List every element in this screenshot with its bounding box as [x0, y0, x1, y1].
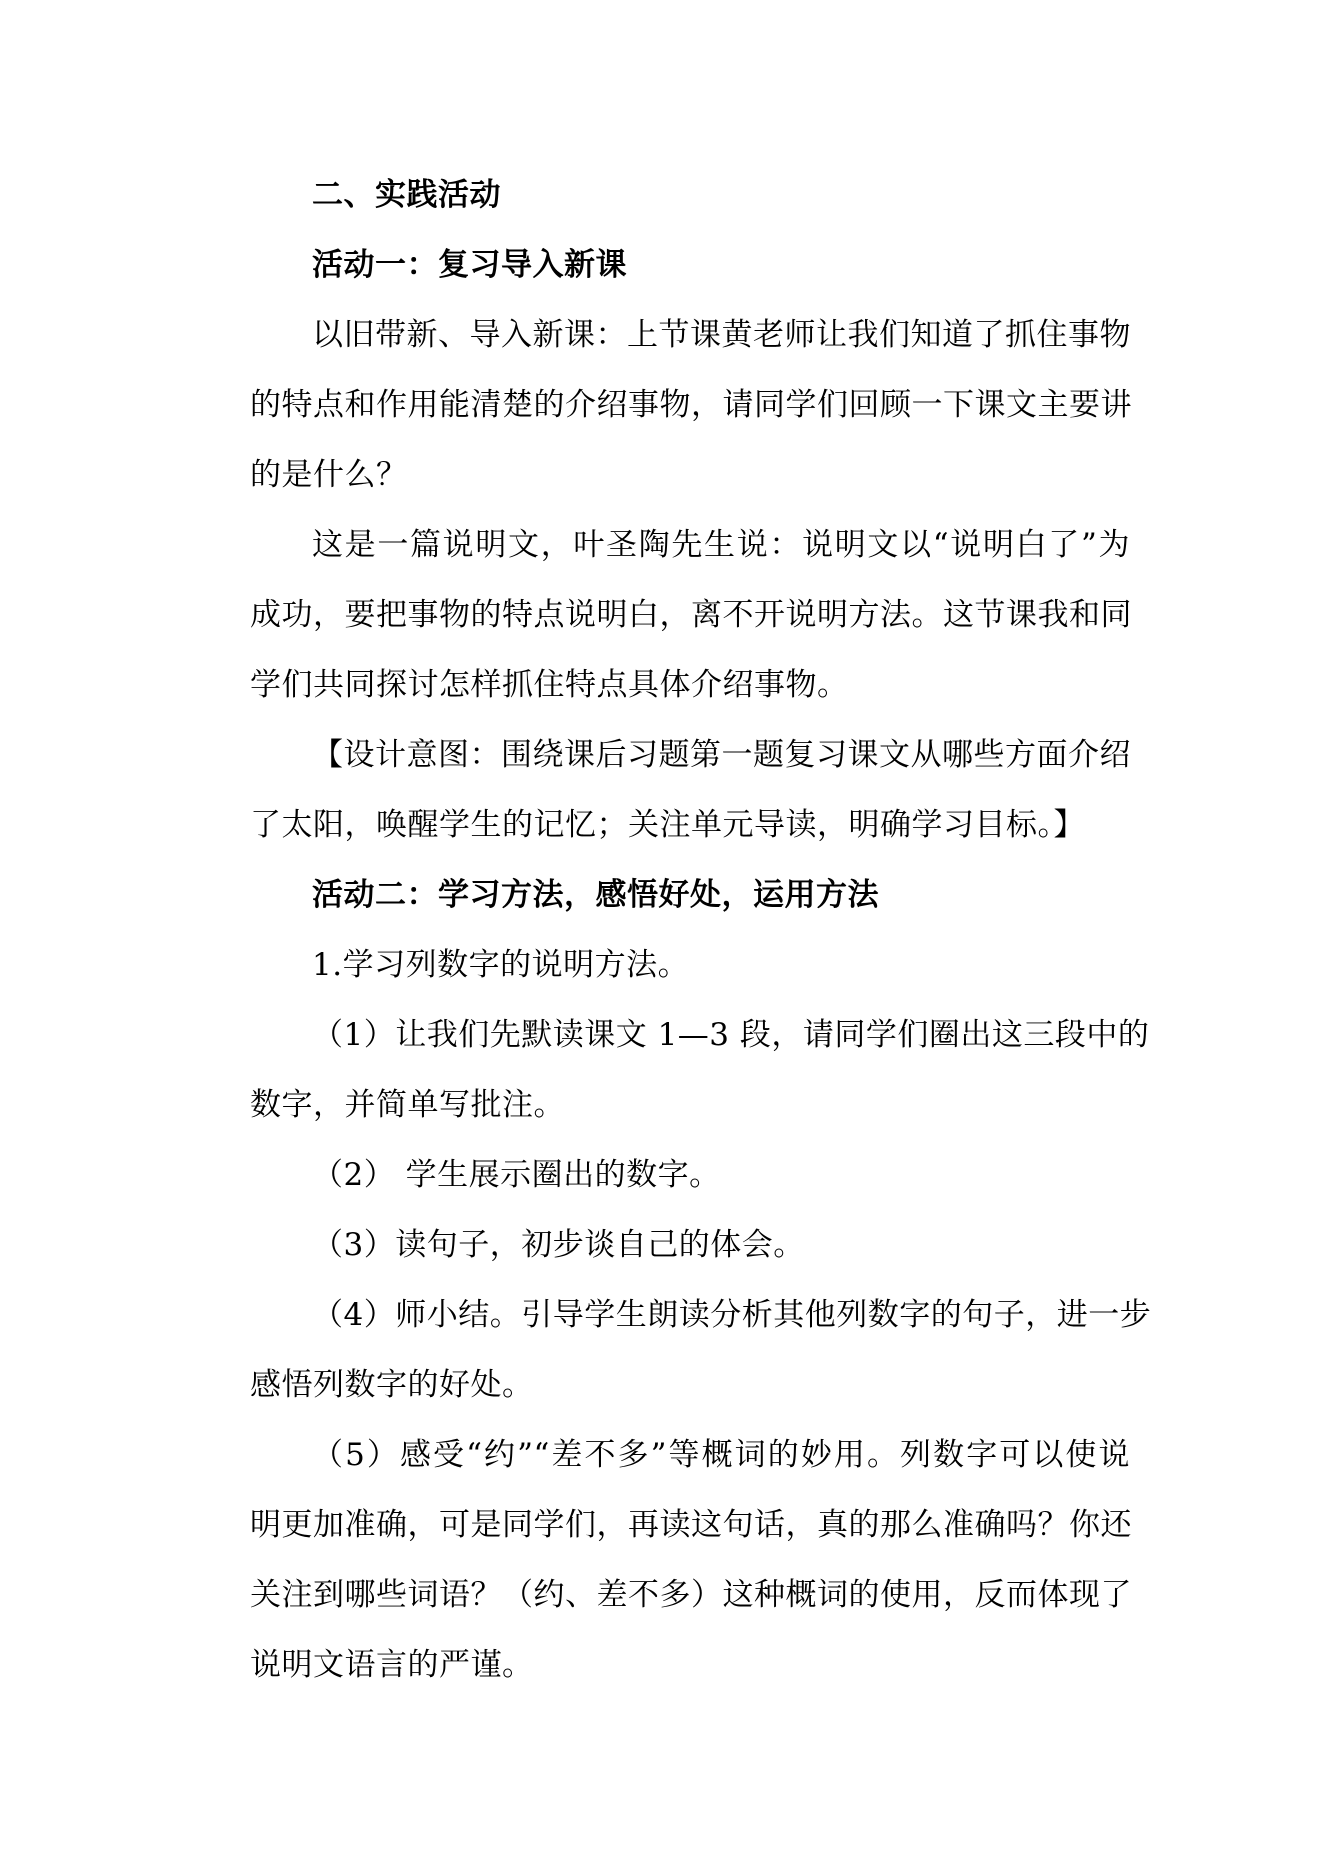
paragraph-line: （5）感受“约”“差不多”等概词的妙用。列数字可以使说 [312, 1437, 1130, 1473]
paragraph-line: 的是什么？ [250, 457, 408, 493]
activity1-paragraph-1 [250, 300, 1130, 510]
design-intent [250, 720, 1130, 860]
paragraph-line: 了太阳，唤醒学生的记忆；关注单元导读，明确学习目标。】 [250, 807, 1085, 843]
step-1 [250, 1000, 1150, 1140]
paragraph-line: 感悟列数字的好处。 [250, 1367, 534, 1403]
paragraph-line: （1）让我们先默读课文 1—3 段，请同学们圈出这三段中的 [312, 1017, 1150, 1053]
activity2-heading: 活动二：学习方法，感悟好处，运用方法 [312, 877, 879, 913]
step-2: （2） 学生展示圈出的数字。 [312, 1157, 721, 1193]
paragraph-line: 的特点和作用能清楚的介绍事物，请同学们回顾一下课文主要讲 [250, 387, 1132, 423]
step-5 [250, 1420, 1130, 1700]
step-3: （3）读句子，初步谈自己的体会。 [312, 1227, 805, 1263]
paragraph-line: 明更加准确，可是同学们，再读这句话，真的那么准确吗？你还 [250, 1507, 1132, 1543]
document-page [250, 160, 1152, 1700]
item-1-title: 1.学习列数字的说明方法。 [312, 947, 690, 983]
activity1-paragraph-2 [250, 510, 1130, 720]
paragraph-line: （4）师小结。引导学生朗读分析其他列数字的句子，进一步 [312, 1297, 1152, 1333]
paragraph-line: 【设计意图：围绕课后习题第一题复习课文从哪些方面介绍 [312, 737, 1131, 773]
paragraph-line: 说明文语言的严谨。 [250, 1647, 534, 1683]
paragraph-line: 这是一篇说明文，叶圣陶先生说：说明文以“说明白了”为 [312, 527, 1130, 563]
step-4 [250, 1280, 1152, 1420]
activity1-heading: 活动一：复习导入新课 [312, 247, 627, 283]
paragraph-line: 成功，要把事物的特点说明白，离不开说明方法。这节课我和同 [250, 597, 1132, 633]
paragraph-line: 关注到哪些词语？（约、差不多）这种概词的使用，反而体现了 [250, 1577, 1132, 1613]
paragraph-line: 学们共同探讨怎样抓住特点具体介绍事物。 [250, 667, 849, 703]
paragraph-line: 以旧带新、导入新课：上节课黄老师让我们知道了抓住事物 [312, 317, 1131, 353]
section-title: 二、实践活动 [312, 177, 501, 213]
paragraph-line: 数字，并简单写批注。 [250, 1087, 565, 1123]
